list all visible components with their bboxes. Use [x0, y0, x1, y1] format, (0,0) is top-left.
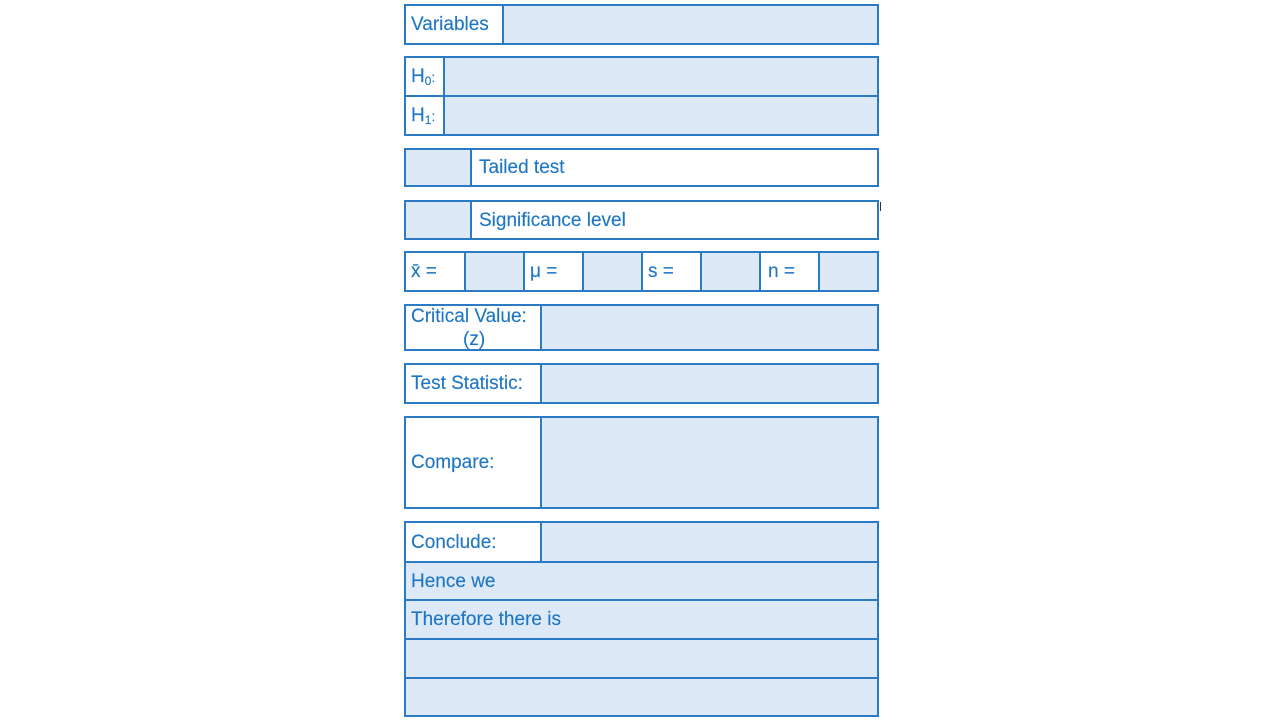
n-label: n = [761, 253, 820, 290]
text-cursor-mark [880, 202, 881, 211]
conclude-field[interactable] [542, 523, 877, 563]
s-field[interactable] [702, 253, 761, 290]
tailed-test-field[interactable] [406, 150, 472, 185]
xbar-label: x̄ = [406, 253, 466, 290]
test-statistic-label: Test Statistic: [406, 365, 542, 402]
critical-value-field[interactable] [542, 306, 877, 349]
significance-level-label: Significance level [479, 209, 626, 231]
tailed-test-label: Tailed test [479, 157, 565, 178]
conclude-label: Conclude: [406, 523, 542, 563]
h1-field[interactable] [445, 97, 877, 134]
h0-colon: : [431, 68, 436, 85]
variables-row [404, 4, 879, 45]
h0-label [406, 58, 445, 97]
compare-field[interactable] [542, 418, 877, 507]
conclude-group [404, 521, 879, 717]
h0-letter: H [411, 66, 425, 87]
s-label: s = [643, 253, 702, 290]
mu-field[interactable] [584, 253, 643, 290]
test-statistic-field[interactable] [542, 365, 877, 402]
significance-level-field[interactable] [406, 202, 472, 238]
h0-field[interactable] [445, 58, 877, 97]
therefore-there-is-field[interactable]: Therefore there is [406, 601, 877, 640]
statistics-row [404, 251, 879, 292]
conclusion-line-2[interactable] [406, 679, 877, 715]
critical-value-row [404, 304, 879, 351]
h0-subscript: 0 [424, 73, 432, 88]
test-statistic-row [404, 363, 879, 404]
h1-label [406, 97, 445, 134]
compare-label: Compare: [406, 418, 542, 507]
hypotheses-group [404, 56, 879, 136]
h1-subscript: 1 [424, 112, 432, 127]
n-field[interactable] [820, 253, 877, 290]
conclusion-line-1[interactable] [406, 640, 877, 679]
hence-we-field[interactable]: Hence we [406, 563, 877, 601]
h1-colon: : [431, 107, 436, 124]
tailed-test-row [404, 148, 879, 187]
critical-value-label: Critical Value: [411, 305, 527, 327]
variables-label: Variables [406, 6, 504, 43]
mu-label: μ = [525, 253, 584, 290]
significance-level-row [404, 200, 879, 240]
xbar-field[interactable] [466, 253, 525, 290]
critical-value-z: (z) [463, 328, 486, 350]
compare-row [404, 416, 879, 509]
h1-letter: H [411, 105, 425, 126]
critical-value-label-cell [406, 306, 542, 349]
variables-field[interactable] [504, 6, 877, 43]
